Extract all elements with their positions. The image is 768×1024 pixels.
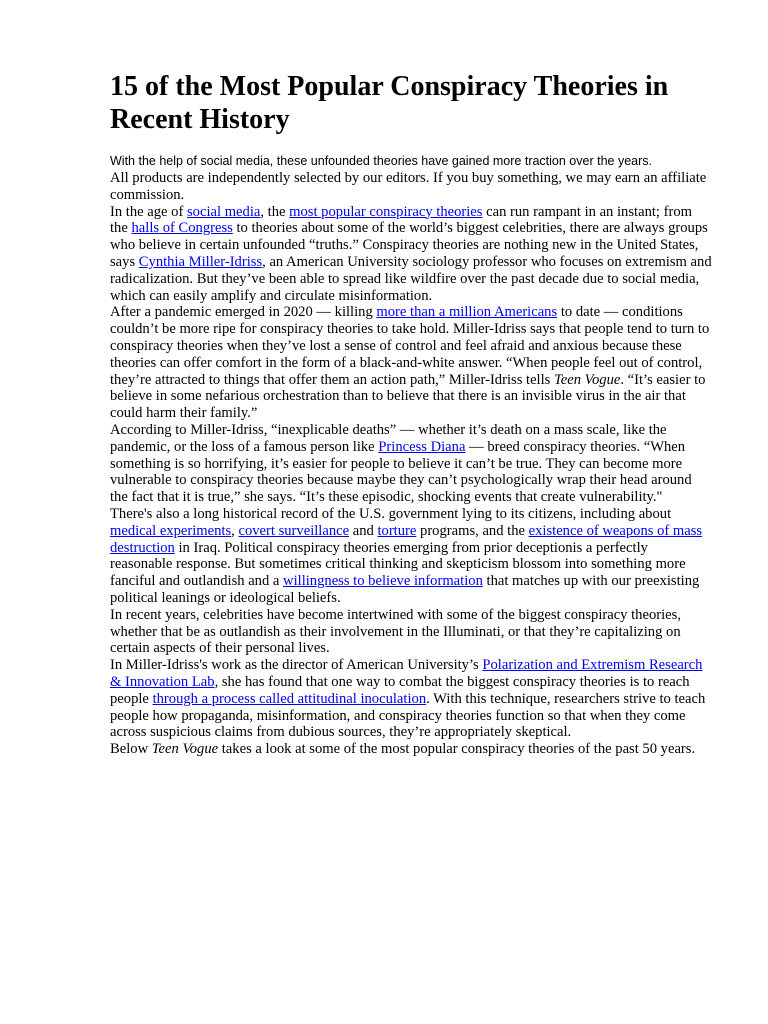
link-covert-surveillance[interactable]: covert surveillance: [238, 522, 350, 539]
publication-name: Teen Vogue: [554, 371, 621, 388]
paragraph-text: , an American University sociology professor who focuses on extremism and radicalization. But they’ve been able to spread like wildfire over the past decade due to social media, which can easily amplify and circulate misinformation.: [110, 253, 712, 304]
paragraph-text: to theories about some of the world’s biggest celebrities, there are always groups who believe in certain unfounded “truths.” Conspiracy theories are nothing new in the United States, says: [110, 220, 708, 270]
paragraph-text: , the: [260, 203, 290, 220]
paragraph-6: [110, 657, 712, 741]
link-princess-diana[interactable]: Princess Diana: [378, 438, 466, 455]
paragraph-2: [110, 304, 712, 422]
paragraph-text: In Miller-Idriss's work as the director of American University’s: [110, 657, 483, 674]
link-polarization-extremism-lab[interactable]: Polarization and Extremism Research & Innovation Lab: [110, 657, 703, 690]
affiliate-disclaimer: All products are independently selected by our editors. If you buy something, we may earn an affiliate commission.: [110, 170, 707, 203]
paragraph-3: [110, 422, 712, 506]
link-torture[interactable]: torture: [377, 522, 417, 539]
paragraph-text: in Iraq. Political conspiracy theories emerging from prior deceptionis a perfectly reasonable response. But sometimes critical thinking and skepticism blossom into something more fanciful and outlandish and a: [110, 539, 686, 590]
paragraph-text: that matches up with our preexisting political leanings or ideological beliefs.: [110, 573, 700, 606]
paragraph-text: , she has found that one way to combat the biggest conspiracy theories is to reach people: [110, 673, 690, 707]
paragraph-4: [110, 506, 712, 607]
link-weapons-of-mass-destruction[interactable]: existence of weapons of mass destruction: [110, 522, 703, 556]
paragraph-text: In the age of: [110, 203, 187, 220]
paragraph-1: [110, 204, 712, 305]
link-popular-conspiracy-theories[interactable]: most popular conspiracy theories: [289, 203, 483, 220]
paragraph-text: takes a look at some of the most popular conspiracy theories of the past 50 years.: [218, 741, 696, 758]
paragraph-text: can run rampant in an instant; from the: [110, 203, 692, 237]
paragraph-text: programs, and the: [416, 522, 529, 539]
link-attitudinal-inoculation[interactable]: through a process called attitudinal inoculation: [152, 690, 427, 707]
paragraph-text: According to Miller-Idriss, “inexplicable deaths” — whether it’s death on a mass scale, like the pandemic, or the loss of a famous person like: [110, 421, 667, 455]
link-cynthia-miller-idriss[interactable]: Cynthia Miller-Idriss: [138, 253, 263, 270]
paragraph-text: After a pandemic emerged in 2020 — killing: [110, 304, 377, 321]
link-medical-experiments[interactable]: medical experiments: [110, 522, 232, 539]
paragraph-text: Below: [110, 741, 152, 758]
paragraph-5: In recent years, celebrities have become intertwined with some of the biggest conspiracy theories, whether that be as outlandish as their involvement in the Illuminati, or that they’re capitalizing on certain aspects of their personal lives.: [110, 606, 681, 657]
article-dek: With the help of social media, these unfounded theories have gained more traction over the years.: [110, 154, 652, 168]
paragraph-text: . “It’s easier to believe in some nefarious orchestration than to believe that there is an invisible virus in the air that could harm their family.”: [110, 371, 706, 422]
link-halls-of-congress[interactable]: halls of Congress: [131, 220, 233, 237]
paragraph-7: [110, 741, 712, 758]
publication-name: Teen Vogue: [151, 741, 219, 758]
link-million-americans[interactable]: more than a million Americans: [376, 304, 558, 321]
paragraph-text: — breed conspiracy theories. “When something is so horrifying, it’s easier for people to believe it can’t be true. They can become more vulnerable to conspiracy theories because maybe they can’t psychologically wrap their head around the fact that it is true,” she says. “It’s these episodic, shocking events that create vulnerability.": [110, 438, 692, 506]
article-title: 15 of the Most Popular Conspiracy Theories in Recent History: [110, 71, 669, 135]
link-social-media[interactable]: social media: [187, 203, 261, 220]
paragraph-text: There's also a long historical record of the U.S. government lying to its citizens, including about: [110, 505, 672, 522]
paragraph-text: to date — conditions couldn’t be more ripe for conspiracy theories to take hold. Miller-Idriss says that people tend to turn to conspiracy theories when they’ve lost a sense of control and feel afraid and anxious because these theories can offer comfort in the form of a black-and-white answer. “When people feel out of control, they’re attracted to things that offer them an action path,” Miller-Idriss tells: [110, 304, 710, 388]
link-willingness-to-believe[interactable]: willingness to believe information: [283, 573, 483, 590]
paragraph-text: . With this technique, researchers strive to teach people how propaganda, misinformation, and conspiracy theories function so that when they come across suspicious claims from dubious sources, they’re appropriately skeptical.: [110, 690, 706, 741]
paragraph-text: ,: [231, 522, 239, 539]
paragraph-text: and: [349, 522, 378, 539]
